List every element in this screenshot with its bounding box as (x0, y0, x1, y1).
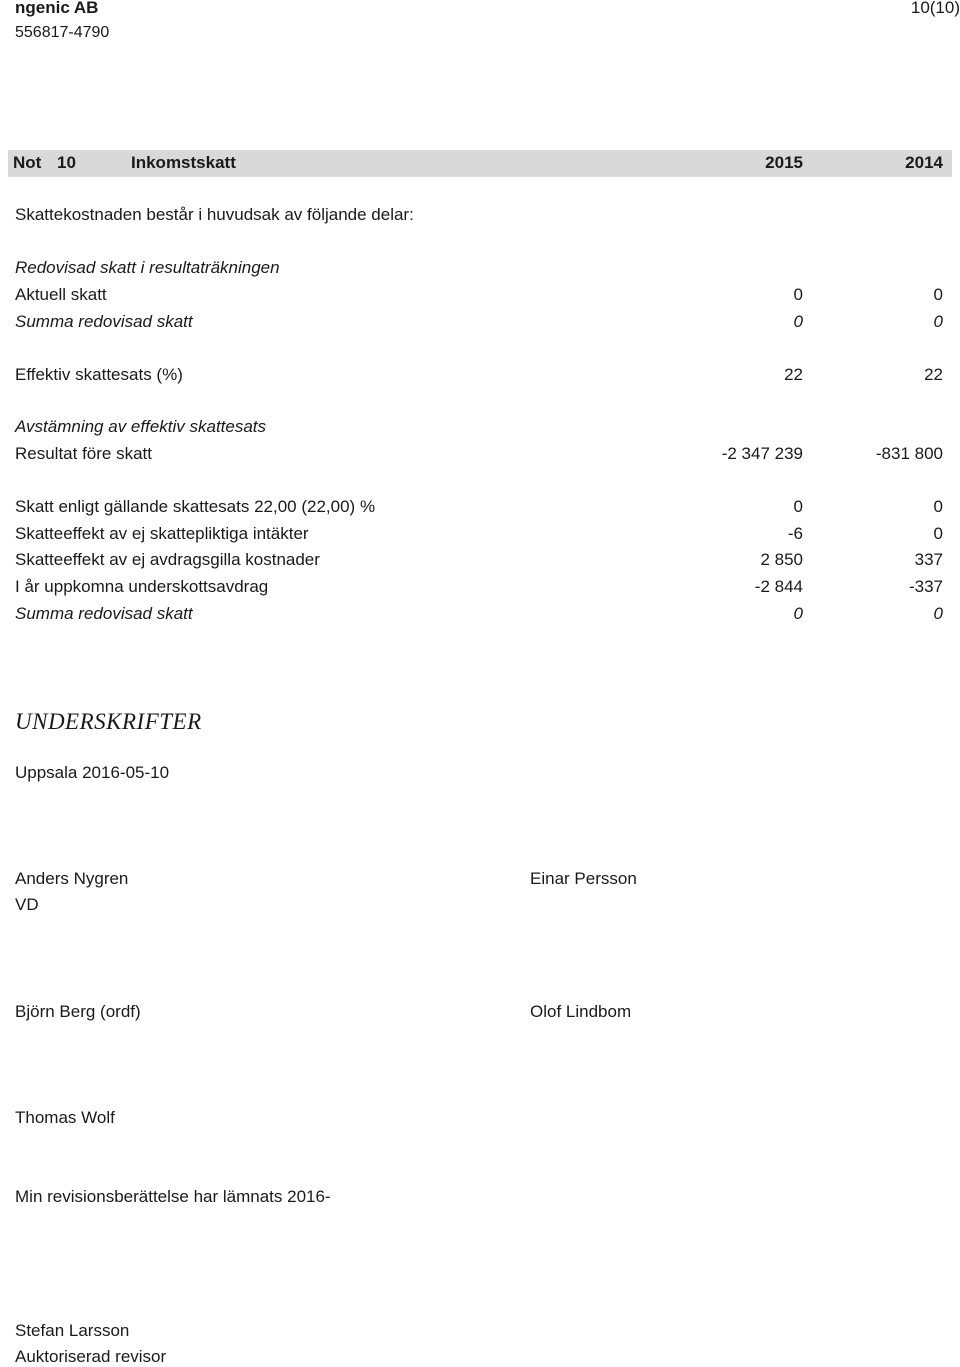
sum-recognized-tax-total-label: Summa redovisad skatt (15, 604, 193, 623)
signer-name: Olof Lindbom (530, 1002, 632, 1021)
signer-name: Einar Persson (530, 869, 637, 888)
note-title: Inkomstskatt (131, 153, 236, 172)
auditor-statement: Min revisionsberättelse har lämnats 2016- (15, 1187, 331, 1206)
sum-recognized-tax-total-2015: 0 (793, 604, 803, 623)
reconciliation-heading: Avstämning av effektiv skattesats (15, 417, 267, 436)
org-number: 556817-4790 (15, 24, 110, 41)
signatures-heading: UNDERSKRIFTER (15, 709, 202, 734)
note-intro: Skattekostnaden består i huvudsak av följande delar: (15, 205, 414, 224)
result-before-tax-label: Resultat före skatt (15, 444, 153, 463)
column-header-2015: 2015 (765, 153, 803, 172)
non-deductible-2015: 2 850 (760, 550, 803, 569)
note-label: Not (13, 153, 42, 172)
auditor-name: Stefan Larsson (15, 1321, 130, 1340)
sum-recognized-tax-total-2014: 0 (933, 604, 943, 623)
effective-rate-label: Effektiv skattesats (%) (15, 365, 183, 384)
signer-name: Thomas Wolf (15, 1108, 115, 1127)
signer-role: VD (15, 895, 39, 914)
signer-name: Björn Berg (ordf) (15, 1002, 141, 1021)
effective-rate-2015: 22 (784, 365, 803, 384)
place-date: Uppsala 2016-05-10 (15, 763, 170, 782)
tax-at-rate-2015: 0 (793, 497, 803, 516)
tax-at-rate-2014: 0 (933, 497, 943, 516)
result-before-tax-2015: -2 347 239 (721, 444, 803, 463)
auditor-title: Auktoriserad revisor (15, 1347, 167, 1366)
company-name: ngenic AB (15, 0, 99, 17)
non-deductible-2014: 337 (914, 550, 943, 569)
sum-recognized-tax-2014: 0 (933, 312, 943, 331)
recognized-tax-heading: Redovisad skatt i resultaträkningen (15, 258, 280, 277)
current-tax-2014: 0 (933, 285, 943, 304)
non-taxable-label: Skatteeffekt av ej skattepliktiga intäkter (15, 524, 309, 543)
loss-carryforward-2015: -2 844 (754, 577, 803, 596)
effective-rate-2014: 22 (924, 365, 943, 384)
page-number: 10(10) (910, 0, 960, 17)
tax-at-rate-label: Skatt enligt gällande skattesats 22,00 (22,00) % (15, 497, 376, 516)
column-header-2014: 2014 (905, 153, 943, 172)
non-deductible-label: Skatteeffekt av ej avdragsgilla kostnader (15, 550, 320, 569)
result-before-tax-2014: -831 800 (875, 444, 943, 463)
sum-recognized-tax-label: Summa redovisad skatt (15, 312, 193, 331)
non-taxable-2015: -6 (787, 524, 803, 543)
non-taxable-2014: 0 (933, 524, 943, 543)
loss-carryforward-2014: -337 (908, 577, 943, 596)
note-number: 10 (57, 153, 76, 172)
loss-carryforward-label: I år uppkomna underskottsavdrag (15, 577, 269, 596)
signer-name: Anders Nygren (15, 869, 129, 888)
current-tax-2015: 0 (793, 285, 803, 304)
current-tax-label: Aktuell skatt (15, 285, 107, 304)
sum-recognized-tax-2015: 0 (793, 312, 803, 331)
